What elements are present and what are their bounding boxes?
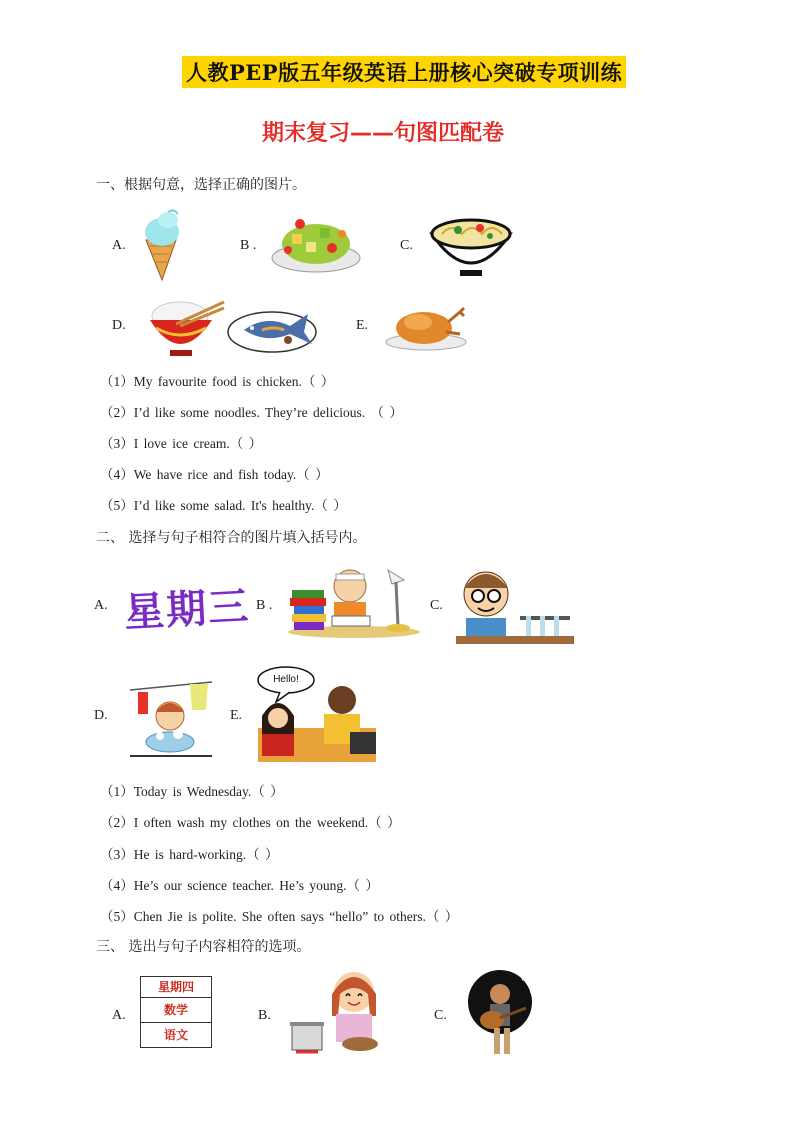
rice-bowl-icon [146, 298, 226, 360]
s2-question-5: （5）Chen Jie is polite. She often says “hello” to others.（ ） [100, 909, 459, 924]
s1-question-2: （2）I’d like some noodles. They’re delicious. （ ） [100, 405, 403, 420]
noodles-icon [428, 212, 514, 278]
option-d-label: D. [94, 708, 108, 723]
salad-icon [270, 214, 362, 276]
washing-clothes-icon [126, 676, 216, 760]
ice-cream-icon [138, 210, 188, 282]
schedule-subject-math: 数学 [141, 998, 211, 1023]
document-subtitle: 期末复习——句图匹配卷 [262, 121, 505, 146]
option-a-label: A. [112, 1008, 126, 1023]
section3-heading: 三、 选出与句子内容相符的选项。 [96, 939, 311, 955]
section2-heading: 二、 选择与句子相符合的图片填入括号内。 [96, 530, 367, 546]
schedule-day: 星期四 [141, 977, 211, 998]
studying-boy-icon [284, 562, 422, 640]
s2-question-2: （2）I often wash my clothes on the weekend.（ ） [100, 815, 401, 830]
guitar-player-icon [460, 968, 544, 1060]
option-a-label: A. [94, 598, 108, 613]
option-d-label: D. [112, 318, 126, 333]
option-c-label: C. [434, 1008, 447, 1023]
s1-question-1: （1）My favourite food is chicken.（ ） [100, 374, 335, 389]
option-b-label: B. [258, 1008, 271, 1023]
option-c-label: C. [400, 238, 413, 253]
option-c-label: C. [430, 598, 443, 613]
s1-question-5: （5）I’d like some salad. It's healthy.（ ） [100, 498, 347, 513]
wednesday-word-art: 星期三 [123, 583, 252, 637]
fish-dish-icon [226, 300, 320, 356]
section1-heading: 一、根据句意，选择正确的图片。 [96, 177, 306, 193]
s2-question-1: （1）Today is Wednesday.（ ） [100, 784, 284, 799]
option-a-label: A. [112, 238, 126, 253]
chicken-icon [384, 300, 468, 352]
option-b-label: B . [256, 598, 273, 613]
schedule-table [140, 976, 212, 1048]
s2-question-4: （4）He’s our science teacher. He’s young.（ ） [100, 878, 379, 893]
option-e-label: E. [230, 708, 243, 723]
schedule-subject-chinese: 语文 [163, 1028, 188, 1042]
option-b-label: B . [240, 238, 257, 253]
cooking-girl-icon [290, 968, 400, 1056]
scientist-boy-icon [456, 566, 574, 646]
speech-bubble-text: Hello! [273, 674, 299, 685]
document-title: 人教PEP版五年级英语上册核心突破专项训练 [182, 56, 626, 88]
option-e-label: E. [356, 318, 369, 333]
s1-question-4: （4）We have rice and fish today.（ ） [100, 467, 329, 482]
s2-question-3: （3）He is hard-working.（ ） [100, 847, 279, 862]
s1-question-3: （3）I love ice cream.（ ） [100, 436, 263, 451]
